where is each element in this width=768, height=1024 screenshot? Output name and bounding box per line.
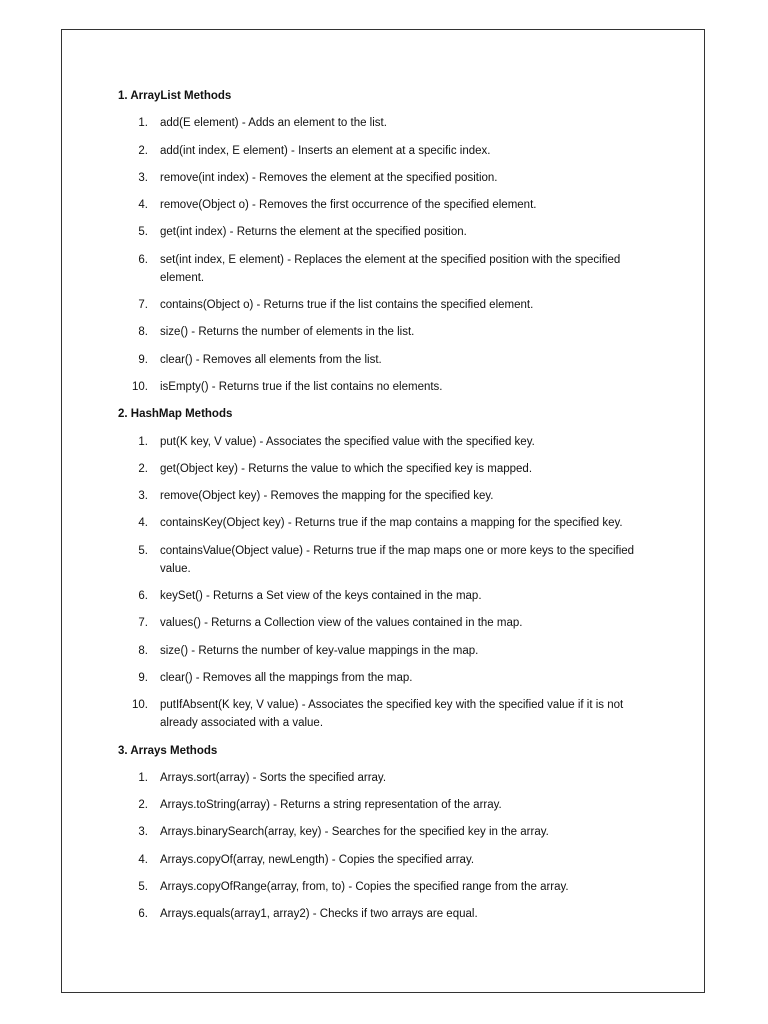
method-list [118, 433, 658, 733]
list-item [118, 251, 658, 287]
item-text: Arrays.sort(array) - Sorts the specified array. [160, 771, 387, 784]
list-item [118, 460, 658, 478]
item-text: add(E element) - Adds an element to the list. [160, 117, 387, 130]
list-item [118, 614, 658, 632]
section-heading: 3. Arrays Methods [118, 744, 218, 757]
section-heading: 2. HashMap Methods [118, 408, 233, 421]
list-item [118, 696, 658, 732]
item-number: 4. [138, 199, 148, 212]
list-item [118, 323, 658, 341]
item-number: 3. [138, 490, 148, 503]
item-number: 6. [138, 908, 148, 921]
list-item [118, 851, 658, 869]
item-text: Arrays.copyOfRange(array, from, to) - Copies the specified range from the array. [160, 881, 569, 894]
section-arrays [118, 742, 658, 924]
item-text: isEmpty() - Returns true if the list contains no elements. [160, 380, 443, 393]
item-text: get(Object key) - Returns the value to which the specified key is mapped. [160, 462, 533, 475]
item-text: remove(Object key) - Removes the mapping for the specified key. [160, 490, 494, 503]
document-page [61, 29, 705, 993]
list-item [118, 669, 658, 687]
list-item [118, 223, 658, 241]
item-text: put(K key, V value) - Associates the specified value with the specified key. [160, 435, 535, 448]
list-item [118, 169, 658, 187]
item-text: remove(int index) - Removes the element at the specified position. [160, 171, 498, 184]
list-item [118, 769, 658, 787]
item-number: 7. [138, 617, 148, 630]
method-list [118, 769, 658, 923]
item-number: 2. [138, 799, 148, 812]
item-number: 8. [138, 644, 148, 657]
list-item [118, 114, 658, 132]
item-number: 4. [138, 853, 148, 866]
item-number: 6. [138, 253, 148, 266]
item-text: containsValue(Object value) - Returns true if the map maps one or more keys to the specified value. [160, 544, 635, 575]
item-number: 5. [138, 881, 148, 894]
item-text: clear() - Removes all the mappings from the map. [160, 671, 413, 684]
list-item [118, 823, 658, 841]
item-number: 2. [138, 462, 148, 475]
item-text: Arrays.binarySearch(array, key) - Searches for the specified key in the array. [160, 826, 549, 839]
list-item [118, 196, 658, 214]
list-item [118, 433, 658, 451]
item-text: size() - Returns the number of elements in the list. [160, 326, 415, 339]
item-text: containsKey(Object key) - Returns true if the map contains a mapping for the specified key. [160, 517, 623, 530]
item-number: 1. [138, 771, 148, 784]
method-list [118, 114, 658, 396]
item-text: get(int index) - Returns the element at the specified position. [160, 226, 467, 239]
section-arraylist [118, 87, 658, 396]
list-item [118, 587, 658, 605]
item-number: 10. [132, 699, 148, 712]
list-item [118, 487, 658, 505]
list-item [118, 542, 658, 578]
item-number: 9. [138, 353, 148, 366]
item-number: 4. [138, 517, 148, 530]
item-number: 6. [138, 590, 148, 603]
item-number: 9. [138, 671, 148, 684]
item-number: 3. [138, 826, 148, 839]
item-text: Arrays.toString(array) - Returns a string representation of the array. [160, 799, 502, 812]
list-item [118, 642, 658, 660]
item-text: size() - Returns the number of key-value mappings in the map. [160, 644, 479, 657]
list-item [118, 378, 658, 396]
list-item [118, 878, 658, 896]
list-item [118, 905, 658, 923]
item-text: keySet() - Returns a Set view of the keys contained in the map. [160, 590, 482, 603]
list-item [118, 142, 658, 160]
item-number: 1. [138, 117, 148, 130]
section-hashmap [118, 405, 658, 732]
item-text: contains(Object o) - Returns true if the list contains the specified element. [160, 299, 534, 312]
list-item [118, 351, 658, 369]
item-number: 2. [138, 144, 148, 157]
item-text: remove(Object o) - Removes the first occurrence of the specified element. [160, 199, 537, 212]
item-text: add(int index, E element) - Inserts an element at a specific index. [160, 144, 491, 157]
document-content [118, 87, 658, 923]
list-item [118, 796, 658, 814]
list-item [118, 296, 658, 314]
item-number: 10. [132, 380, 148, 393]
item-number: 7. [138, 299, 148, 312]
item-number: 5. [138, 544, 148, 557]
item-text: values() - Returns a Collection view of the values contained in the map. [160, 617, 523, 630]
item-text: putIfAbsent(K key, V value) - Associates the specified key with the specified value if it is not already associated with a value. [160, 699, 624, 730]
section-heading: 1. ArrayList Methods [118, 90, 232, 102]
item-text: set(int index, E element) - Replaces the element at the specified position with the specified element. [160, 253, 621, 284]
item-number: 5. [138, 226, 148, 239]
item-text: Arrays.equals(array1, array2) - Checks if two arrays are equal. [160, 908, 478, 921]
item-text: clear() - Removes all elements from the list. [160, 353, 382, 366]
list-item [118, 514, 658, 532]
item-number: 1. [138, 435, 148, 448]
item-number: 3. [138, 171, 148, 184]
item-number: 8. [138, 326, 148, 339]
item-text: Arrays.copyOf(array, newLength) - Copies the specified array. [160, 853, 475, 866]
